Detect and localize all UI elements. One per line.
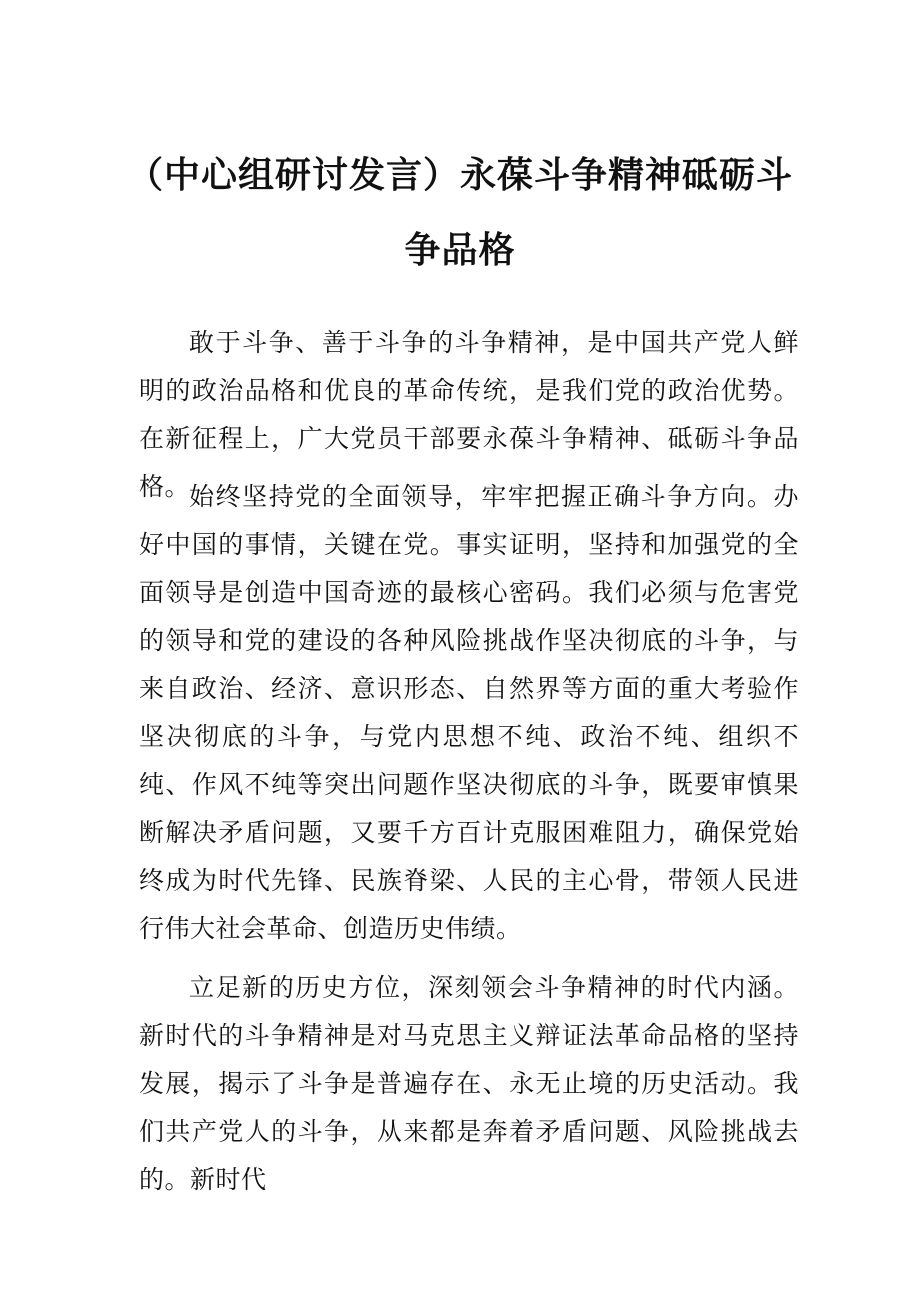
document-title-line-2: 争品格: [404, 230, 516, 271]
paragraph-2: 始终坚持党的全面领导，牢牢把握正确斗争方向。办好中国的事情，关键在党。事实证明，坚持和加强党的全面领导是创造中国奇迹的最核心密码。我们必须与危害党的领导和党的建设的各种风险挑战作坚决彻底的斗争，与来自政治、经济、意识形态、自然界等方面的重大考验作坚决彻底的斗争，与党内思想不纯、政治不纯、组织不纯、作风不纯等突出问题作坚决彻底的斗争，既要审慎果断解决矛盾问题，又要千方百计克服困难阻力，确保党始终成为时代先锋、民族脊梁、人民的主心骨，带领人民进行伟大社会革命、创造历史伟绩。: [139, 482, 799, 943]
document-title-line-1: （中心组研讨发言）永葆斗争精神砥砺斗: [126, 155, 793, 196]
paragraph-1: 敢于斗争、善于斗争的斗争精神，是中国共产党人鲜明的政治品格和优良的革命传统，是我们党的政治优势。在新征程上，广大党员干部要永葆斗争精神、砥砺斗争品格。: [139, 328, 799, 501]
paragraph-3: 立足新的历史方位，深刻领会斗争精神的时代内涵。新时代的斗争精神是对马克思主义辩证法革命品格的坚持发展，揭示了斗争是普遍存在、永无止境的历史活动。我们共产党人的斗争，从来都是奔着矛盾问题、风险挑战去的。新时代: [139, 973, 799, 1194]
